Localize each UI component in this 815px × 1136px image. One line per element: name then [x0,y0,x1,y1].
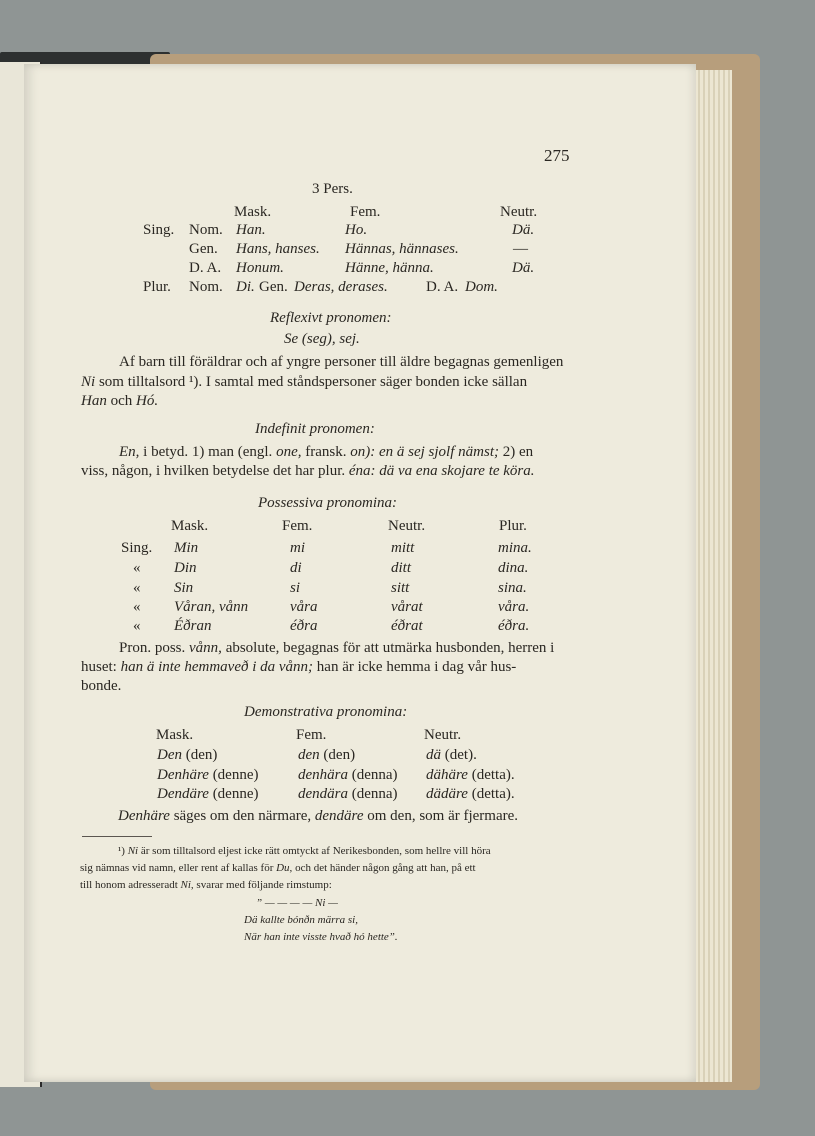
indefinite-line-1: En, i betyd. 1) man (engl. one, fransk. on): en ä sej sjolf nämst; 2) en [119,444,534,460]
col-fem: Fem. [350,204,381,220]
plur-da-label: D. A. [426,279,459,295]
plur-gen-label: Gen. [259,279,288,295]
nom-neutr: Dä. [512,222,535,238]
possessive-heading: Possessiva pronomina: [258,495,398,511]
poss-row-label: « [133,599,141,615]
dem-neutr: dädäre (detta). [426,786,515,802]
poss-row-label: « [133,560,141,576]
poss-row-label: « [133,580,141,596]
poss-row-label: Sing. [121,540,153,556]
possessive-note-3: bonde. [81,678,122,694]
dem-fem: dendära (denna) [298,786,398,802]
dem-mask: Denhäre (denne) [157,767,259,783]
indefinite-line-2: viss, någon, i hvilken betydelse det har plur. éna: dä va ena skojare te köra. [81,463,535,479]
possessive-note-1: Pron. poss. vånn, absolute, begagnas för att utmärka husbonden, herren i [119,640,555,656]
demonstrative-note: Denhäre säges om den närmare, dendäre om den, som är fjermare. [118,808,519,824]
nom-fem: Ho. [345,222,368,238]
dem-mask: Dendäre (denne) [157,786,259,802]
poss-col-plur: Plur. [499,518,527,534]
poss-neutr: ditt [391,560,412,576]
gen-mask: Hans, hanses. [236,241,320,257]
poss-fem: våra [290,599,318,615]
poss-fem: di [290,560,302,576]
da-neutr: Dä. [512,260,535,276]
poss-col-mask: Mask. [171,518,209,534]
footnote-line-3: till honom adresseradt Ni, svarar med följande rimstump: [80,879,332,891]
gen-label: Gen. [189,241,218,257]
poss-mask: Din [174,560,197,576]
poss-plur: dina. [498,560,529,576]
col-neutr: Neutr. [500,204,538,220]
poss-neutr: sitt [391,580,410,596]
poss-neutr: mitt [391,540,415,556]
poss-plur: mina. [498,540,532,556]
dem-col-fem: Fem. [296,727,327,743]
reflexive-line-1: Af barn till föräldrar och af yngre personer till äldre begagnas gemenligen [119,354,564,370]
possessive-note-2: huset: han ä inte hemmaveð i da vånn; han är icke hemma i dag vår hus- [81,659,517,675]
poss-neutr: éðrat [391,618,423,634]
poss-neutr: vårat [391,599,423,615]
dem-neutr: dähäre (detta). [426,767,515,783]
poss-mask: Sin [174,580,194,596]
footnote-verse-2: Dä kallte bónðn märra si, [244,914,358,926]
dem-mask: Den (den) [157,747,218,763]
poss-fem: si [290,580,301,596]
footnote-verse-3: När han inte visste hvað hó hette”. [244,931,398,943]
poss-fem: mi [290,540,305,556]
reflexive-line-3: Han och Hó. [81,393,159,409]
section-title: 3 Pers. [312,181,353,197]
plur-nom: Di. [236,279,255,295]
reflexive-forms: Se (seg), sej. [284,331,360,347]
nom-mask: Han. [236,222,266,238]
poss-col-neutr: Neutr. [388,518,426,534]
gen-fem: Hännas, hännases. [345,241,459,257]
indefinite-heading: Indefinit pronomen: [255,421,375,437]
footnote-rule [82,836,152,837]
footnote-line-2: sig nämnas vid namn, eller rent af kallas för Du, och det händer någon gång att han, på ett [80,862,476,874]
nom-label: Nom. [189,222,223,238]
plur-gen: Deras, derases. [294,279,388,295]
dem-fem: denhära (denna) [298,767,398,783]
da-mask: Honum. [236,260,284,276]
sing-label: Sing. [143,222,175,238]
dem-col-neutr: Neutr. [424,727,462,743]
poss-plur: våra. [498,599,530,615]
dem-neutr: dä (det). [426,747,477,763]
dem-fem: den (den) [298,747,356,763]
poss-col-fem: Fem. [282,518,313,534]
poss-mask: Min [174,540,199,556]
dem-col-mask: Mask. [156,727,194,743]
footnote-verse-1: ” — — — — Ni — [256,897,338,909]
gen-neutr: — [513,241,528,257]
poss-mask: Éðran [174,618,212,634]
footnote-line-1: ¹) Ni är som tilltalsord eljest icke rätt omtyckt af Nerikesbonden, som hellre vill höra [118,845,491,857]
reflexive-line-2: Ni som tilltalsord ¹). I samtal med ståndspersoner säger bonden icke sällan [81,374,528,390]
da-label: D. A. [189,260,222,276]
page-number: 275 [544,146,570,165]
poss-fem: éðra [290,618,318,634]
poss-plur: sina. [498,580,527,596]
plur-label: Plur. [143,279,171,295]
demonstrative-heading: Demonstrativa pronomina: [244,704,408,720]
plur-da: Dom. [465,279,498,295]
plur-nom-label: Nom. [189,279,223,295]
reflexive-heading: Reflexivt pronomen: [270,310,392,326]
da-fem: Hänne, hänna. [345,260,434,276]
poss-mask: Våran, vånn [174,599,249,615]
poss-row-label: « [133,618,141,634]
poss-plur: éðra. [498,618,530,634]
col-mask: Mask. [234,204,272,220]
